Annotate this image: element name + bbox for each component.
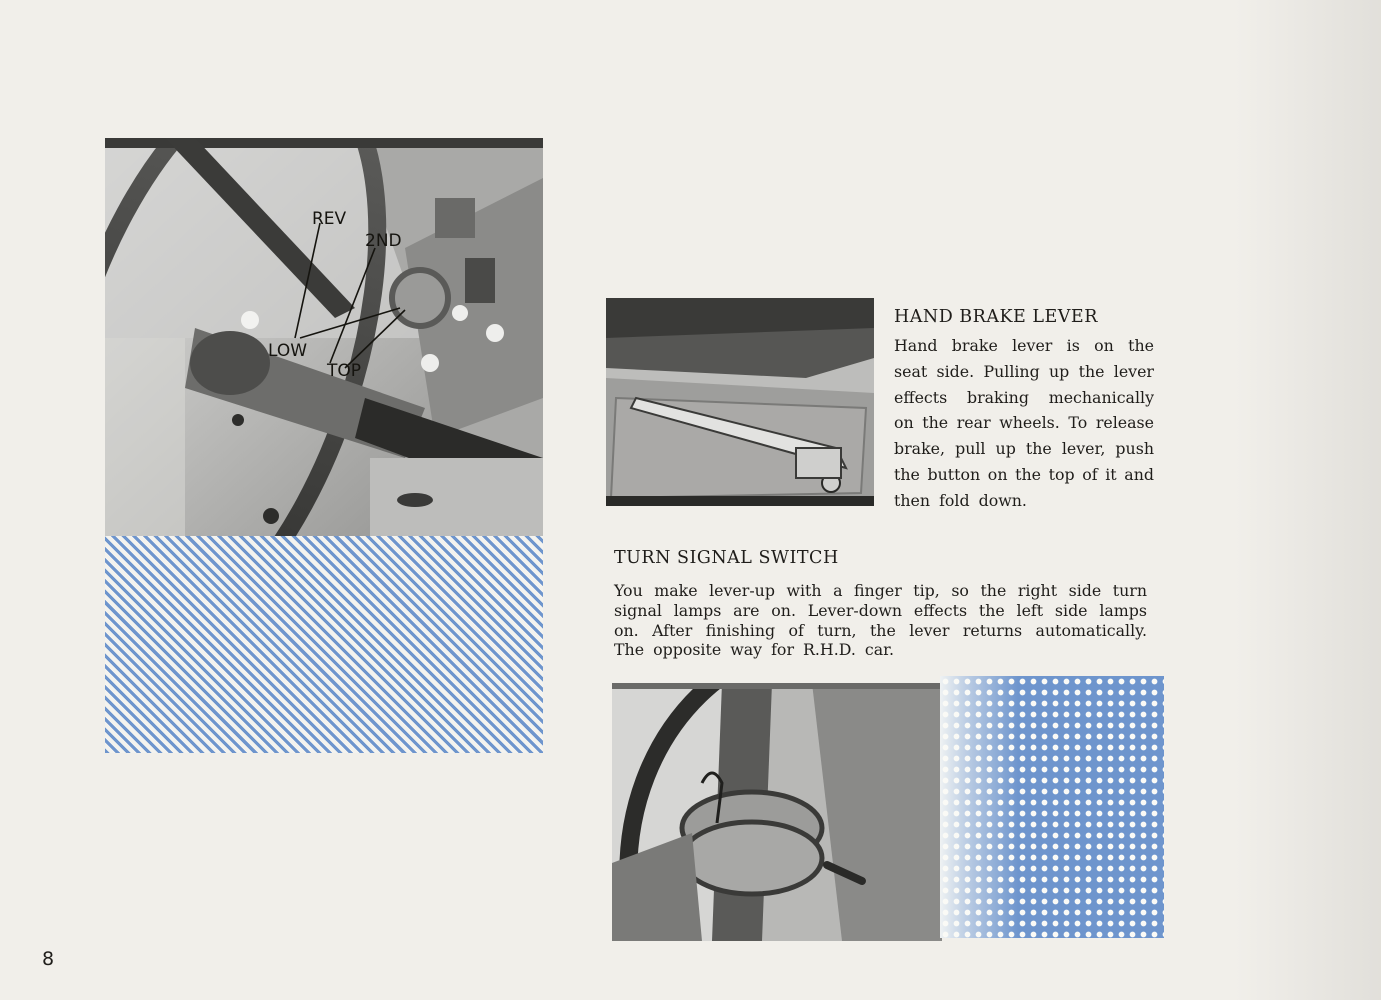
text-line: You make lever-up with a finger tip, so the right side turn [614, 581, 1147, 600]
page-edge-shading [1235, 0, 1381, 1000]
text-line: Hand brake lever is on the [894, 336, 1154, 355]
hand-brake-description [894, 333, 1154, 514]
label-rev: REV [312, 209, 347, 229]
label-top: TOP [327, 361, 362, 381]
text-line: on the rear wheels. To release [894, 413, 1154, 433]
text-line: brake, pull up the lever, push [894, 439, 1154, 459]
text-line: then fold down. [894, 490, 1027, 510]
turn-signal-description [614, 581, 1147, 660]
page-number: 8 [42, 948, 55, 970]
gear-selector-photo [105, 138, 543, 536]
hand-brake-photo [606, 298, 874, 506]
label-low: LOW [268, 341, 308, 361]
text-line: on. After finishing of turn, the lever returns automatically. [614, 620, 1147, 640]
label-2nd: 2ND [365, 231, 402, 251]
text-line: signal lamps are on. Lever-down effects the left side lamps [614, 600, 1147, 620]
text-line: seat side. Pulling up the lever [894, 361, 1154, 381]
diagonal-stripe-pattern [105, 536, 543, 753]
turn-signal-photo [612, 683, 942, 941]
text-line: The opposite way for R.H.D. car. [614, 640, 894, 660]
hand-brake-heading: HAND BRAKE LEVER [894, 307, 1098, 327]
text-line: the button on the top of it and [894, 464, 1154, 484]
turn-signal-heading: TURN SIGNAL SWITCH [614, 548, 839, 568]
halftone-dot-pattern [940, 676, 1164, 938]
text-line: effects braking mechanically [894, 387, 1154, 407]
